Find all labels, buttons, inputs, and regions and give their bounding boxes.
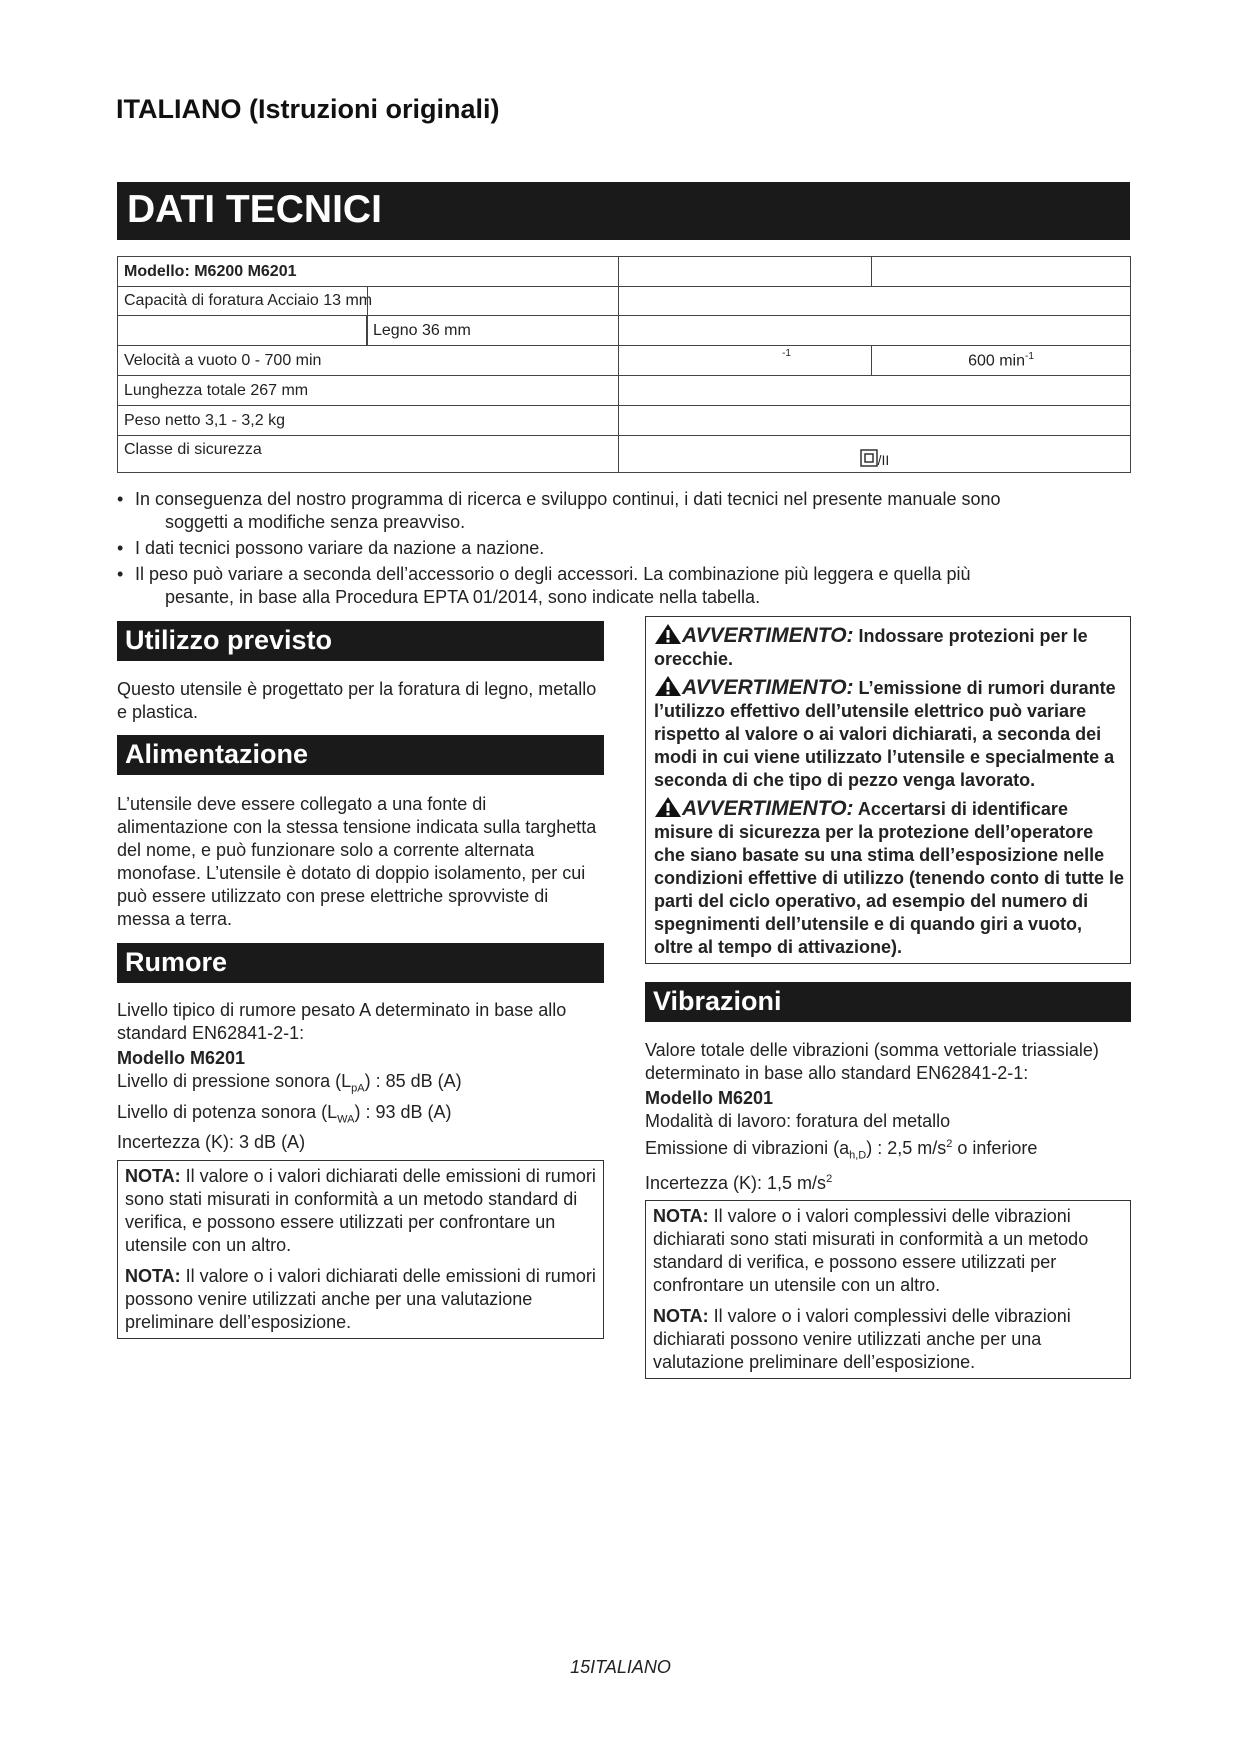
spec-note-text: pesante, in base alla Procedura EPTA 01/2014, sono indicate nella tabella. xyxy=(165,587,761,607)
spec-row-wood xyxy=(118,316,1131,346)
warning-item xyxy=(654,623,1124,671)
spec-row-length xyxy=(118,376,1131,406)
note-label: NOTA: xyxy=(653,1305,709,1326)
noise-lpa-value: ) : 85 dB (A) xyxy=(364,1071,462,1091)
warning-word: AVVERTIMENTO: xyxy=(682,624,854,647)
spec-cell xyxy=(619,287,1131,316)
vibration-model: Modello M6201 xyxy=(645,1088,774,1108)
vibration-note xyxy=(653,1205,1123,1297)
spec-inner-divider xyxy=(367,287,368,346)
noise-details xyxy=(117,999,604,1154)
spec-note-item xyxy=(117,537,1117,560)
warning-triangle-icon xyxy=(654,623,682,645)
spec-safety-class-value: /II xyxy=(877,451,890,468)
vibration-mode: Modalità di lavoro: foratura del metallo xyxy=(645,1111,951,1131)
page-footer: 15ITALIANO xyxy=(570,1657,671,1677)
spec-cell xyxy=(118,316,367,346)
noise-lpa xyxy=(117,1070,604,1101)
noise-lwa-prefix: Livello di potenza sonora (L xyxy=(117,1101,338,1122)
spec-speed-value: 600 min xyxy=(968,352,1025,370)
spec-note-text: soggetti a modifiche senza preavviso. xyxy=(165,512,466,532)
vibration-emission xyxy=(645,1133,1131,1168)
vibration-emission-sub: h,D xyxy=(849,1149,867,1162)
vibration-emission-prefix: Emissione di vibrazioni (a xyxy=(645,1138,850,1158)
spec-wood-label: Legno 36 mm xyxy=(367,316,619,346)
spec-notes-list xyxy=(117,488,1117,612)
section-title-power-supply: Alimentazione xyxy=(117,735,604,775)
page-language-title: ITALIANO (Istruzioni originali) xyxy=(116,94,500,124)
noise-note xyxy=(125,1165,596,1257)
spec-safety-value-cell xyxy=(619,436,1131,473)
spec-safety-label: Classe di sicurezza xyxy=(118,436,619,473)
warning-item xyxy=(654,796,1124,959)
vibration-note xyxy=(653,1305,1123,1374)
right-column xyxy=(645,616,1131,1379)
noise-note-box xyxy=(117,1160,604,1339)
noise-note xyxy=(125,1265,596,1334)
warning-text: L’emissione di rumori durante l’utilizzo effettivo dell’utensile elettrico può variare rispetto al valore o ai valori dichiarati, a seconda dei modi in cui viene utilizzato l’utensile e specialmente a seconda di che tipo di pezzo venga lavorato. xyxy=(654,678,1116,790)
noise-lwa-sub: WA xyxy=(337,1113,355,1126)
spec-cell xyxy=(619,376,1131,406)
spec-row-weight xyxy=(118,406,1131,436)
spec-speed-m6201 xyxy=(872,346,1131,376)
note-label: NOTA: xyxy=(653,1205,709,1226)
spec-note-text: • I dati tecnici possono variare da nazione a nazione. xyxy=(135,538,545,558)
spec-cell xyxy=(619,316,1131,346)
section-title-technical-data: DATI TECNICI xyxy=(117,182,1130,240)
warning-triangle-icon xyxy=(654,796,682,818)
spec-cell xyxy=(619,406,1131,436)
warning-triangle-icon xyxy=(654,675,682,697)
spec-row-speed xyxy=(118,346,1131,376)
spec-note-text: • In conseguenza del nostro programma di ricerca e sviluppo continui, i dati tecnici nel presente manuale sono xyxy=(135,489,1001,509)
spec-note-item xyxy=(117,488,1117,534)
vibration-emission-value: ) : 2,5 m/s xyxy=(866,1138,947,1158)
note-label: NOTA: xyxy=(125,1266,181,1287)
spec-note-text: • Il peso può variare a seconda dell’accessorio o degli accessori. La combinazione più leggera e quella più xyxy=(135,564,971,584)
noise-lpa-sub: pA xyxy=(351,1082,365,1095)
warning-word: AVVERTIMENTO: xyxy=(682,676,854,699)
noise-uncertainty: Incertezza (K): 3 dB (A) xyxy=(117,1132,306,1153)
spec-cell xyxy=(619,257,872,287)
noise-lwa xyxy=(117,1101,604,1132)
spec-capacity-label xyxy=(118,287,619,316)
noise-lwa-value: ) : 93 dB (A) xyxy=(354,1101,452,1122)
spec-length-label: Lunghezza totale 267 mm xyxy=(118,376,619,406)
vibration-emission-suffix: o inferiore xyxy=(952,1138,1038,1158)
section-title-noise: Rumore xyxy=(117,943,604,983)
spec-row-model xyxy=(118,257,1131,287)
spec-speed-label: Velocità a vuoto 0 - 700 min xyxy=(118,346,619,376)
vibration-intro: Valore totale delle vibrazioni (somma vettoriale triassiale) determinato in base allo standard EN62841-2-1: xyxy=(645,1040,1099,1083)
noise-note-text: Il valore o i valori dichiarati delle emissioni di rumori sono stati misurati in conformità a un metodo standard di verifica, e possono essere utilizzati per confrontare un utensile con un altro. xyxy=(125,1166,596,1256)
warning-word: AVVERTIMENTO: xyxy=(682,797,854,820)
spec-row-safety xyxy=(118,436,1131,473)
warning-text: Accertarsi di identificare misure di sicurezza per la protezione dell’operatore che siano basate su una stima dell’esposizione nelle condizioni effettive di utilizzo (tenendo conto di tutte le parti del ciclo operativo, ad esempio del numero di spegnimenti dell’utensile e di quando giri a vuoto, oltre al tempo di attivazione). xyxy=(654,799,1124,957)
vibration-note-text: Il valore o i valori complessivi delle vibrazioni dichiarati sono stati misurati in conformità a un metodo standard di verifica, e possono essere utilizzati per confrontare un utensile con un altro. xyxy=(653,1205,1089,1295)
spec-capacity-text: Capacità di foratura Acciaio 13 mm xyxy=(124,292,373,309)
vibration-uncertainty-text: Incertezza (K): 1,5 m/s xyxy=(645,1172,827,1193)
noise-model: Modello M6201 xyxy=(117,1048,246,1068)
spec-table xyxy=(117,256,1131,473)
spec-speed-unit-sup: -1 xyxy=(1025,350,1034,362)
noise-lpa-prefix: Livello di pressione sonora (L xyxy=(117,1071,352,1091)
vibration-note-text: Il valore o i valori complessivi delle vibrazioni dichiarati possono venire utilizzati anche per una valutazione preliminare dell’esposizione. xyxy=(653,1305,1071,1372)
spec-speed-m6200-sup: -1 xyxy=(619,346,872,376)
vibration-note-box xyxy=(645,1200,1131,1379)
warning-box xyxy=(645,616,1131,964)
spec-cell xyxy=(872,257,1131,287)
section-title-intended-use: Utilizzo previsto xyxy=(117,621,604,661)
warning-item xyxy=(654,675,1124,792)
spec-weight-label: Peso netto 3,1 - 3,2 kg xyxy=(118,406,619,436)
noise-note-text: Il valore o i valori dichiarati delle emissioni di rumori possono venire utilizzati anche per una valutazione preliminare dell’esposizione. xyxy=(125,1266,596,1333)
vibration-uncertainty xyxy=(645,1168,1131,1195)
note-label: NOTA: xyxy=(125,1166,181,1187)
vibration-details xyxy=(645,1039,1131,1195)
spec-model-label: Modello: M6200 M6201 xyxy=(118,257,619,287)
power-supply-text: L’utensile deve essere collegato a una fonte di alimentazione con la stessa tensione indicata sulla targhetta del nome, e può funzionare solo a corrente alternata monofase. L’utensile è dotato di doppio isolamento, per cui può essere utilizzato con prese elettriche sprovviste di messa a terra. xyxy=(117,794,597,929)
warning-text: Indossare protezioni per le orecchie. xyxy=(654,626,1088,669)
vibration-emission-sup: 2 xyxy=(946,1138,953,1150)
double-insulation-icon xyxy=(860,449,878,467)
spec-note-item xyxy=(117,563,1117,609)
section-title-vibration: Vibrazioni xyxy=(645,982,1131,1022)
vibration-uncertainty-sup: 2 xyxy=(826,1172,833,1185)
noise-intro: Livello tipico di rumore pesato A determinato in base allo standard EN62841-2-1: xyxy=(117,1000,567,1043)
intended-use-text: Questo utensile è progettato per la foratura di legno, metallo e plastica. xyxy=(117,679,597,722)
left-column xyxy=(117,621,604,1339)
spec-row-capacity xyxy=(118,287,1131,316)
